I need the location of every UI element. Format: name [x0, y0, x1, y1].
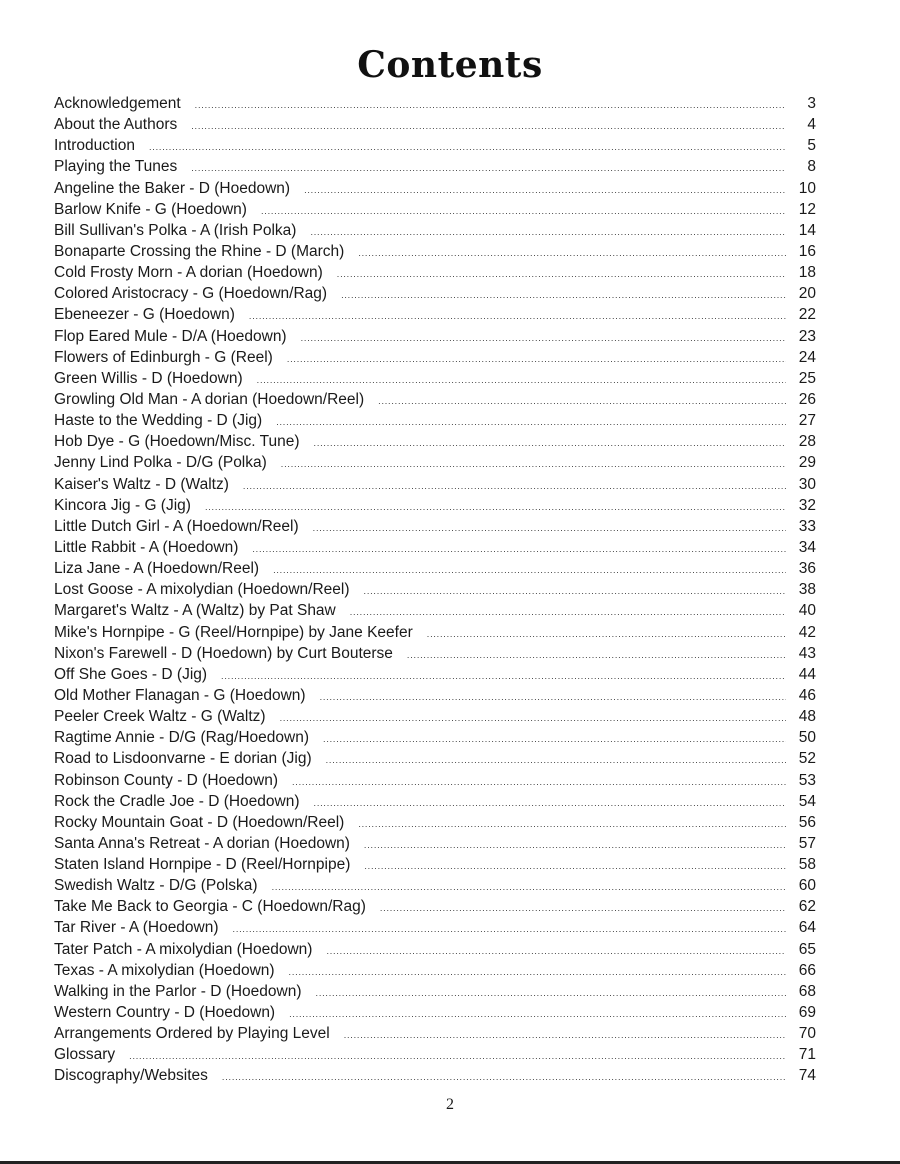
toc-entry-title: Western Country - D (Hoedown) [54, 1004, 276, 1022]
toc-entry[interactable] [54, 516, 816, 537]
toc-entry-title: Tar River - A (Hoedown) [54, 919, 219, 937]
toc-entry-title: Growling Old Man - A dorian (Hoedown/Reel) [54, 390, 365, 408]
toc-entry[interactable] [54, 939, 816, 960]
toc-entry-title: Rocky Mountain Goat - D (Hoedown/Reel) [54, 813, 345, 831]
page-title: Contents [357, 44, 543, 86]
toc-entry-page: 57 [798, 834, 816, 852]
dot-leader [320, 687, 786, 708]
toc-entry-title: Kincora Jig - G (Jig) [54, 496, 191, 514]
dot-leader [337, 264, 786, 285]
toc-entry-title: Angeline the Baker - D (Hoedown) [54, 179, 291, 197]
toc-entry[interactable] [54, 178, 816, 199]
toc-entry-title: About the Authors [54, 116, 178, 134]
dot-leader [272, 877, 786, 898]
dot-leader [378, 391, 786, 412]
toc-entry-page: 74 [798, 1067, 816, 1085]
toc-entry-title: Jenny Lind Polka - D/G (Polka) [54, 454, 267, 472]
toc-entry-title: Playing the Tunes [54, 158, 178, 176]
dot-leader [326, 941, 786, 962]
toc-entry-page: 71 [798, 1046, 816, 1064]
toc-entry[interactable] [54, 833, 816, 854]
toc-entry[interactable] [54, 495, 816, 516]
toc-entry-page: 44 [798, 665, 816, 683]
toc-entry[interactable] [54, 262, 816, 283]
toc-entry[interactable] [54, 981, 816, 1002]
dot-leader [314, 793, 786, 814]
toc-entry[interactable] [54, 643, 816, 664]
toc-entry-page: 36 [798, 560, 816, 578]
toc-entry-page: 14 [798, 221, 816, 239]
toc-entry-page: 5 [807, 137, 816, 155]
dot-leader [289, 1004, 786, 1025]
toc-entry[interactable] [54, 220, 816, 241]
toc-entry-title: Ebeneezer - G (Hoedown) [54, 306, 235, 324]
toc-entry-page: 27 [798, 412, 816, 430]
toc-entry-title: Bonaparte Crossing the Rhine - D (March) [54, 242, 345, 260]
toc-entry-page: 20 [798, 285, 816, 303]
toc-entry-page: 3 [807, 95, 816, 112]
toc-entry-title: Rock the Cradle Joe - D (Hoedown) [54, 792, 300, 810]
toc-entry-page: 62 [798, 898, 816, 916]
toc-entry-page: 30 [798, 475, 816, 493]
toc-entry[interactable] [54, 347, 816, 368]
toc-entry-page: 16 [798, 242, 816, 260]
toc-entry-title: Walking in the Parlor - D (Hoedown) [54, 982, 302, 1000]
dot-leader [358, 243, 786, 264]
dot-leader [191, 158, 786, 179]
dot-leader [276, 412, 786, 433]
dot-leader [316, 983, 786, 1004]
toc-entry-title: Tater Patch - A mixolydian (Hoedown) [54, 940, 313, 958]
toc-entry[interactable] [54, 156, 816, 177]
toc-entry[interactable] [54, 431, 816, 452]
toc-entry-page: 33 [798, 517, 816, 535]
toc-entry[interactable] [54, 812, 816, 833]
toc-entry-page: 4 [807, 116, 816, 134]
toc-entry-page: 69 [798, 1004, 816, 1022]
toc-entry-page: 56 [798, 813, 816, 831]
dot-leader [222, 1067, 786, 1088]
toc-entry[interactable] [54, 241, 816, 262]
toc-entry-title: Hob Dye - G (Hoedown/Misc. Tune) [54, 433, 300, 451]
toc-entry-page: 60 [798, 877, 816, 895]
dot-leader [243, 476, 786, 497]
dot-leader [380, 898, 786, 919]
toc-entry-title: Kaiser's Waltz - D (Waltz) [54, 475, 229, 493]
dot-leader [249, 306, 786, 327]
toc-entry-title: Mike's Hornpipe - G (Reel/Hornpipe) by Jane Keefer [54, 623, 413, 641]
toc-entry-title: Arrangements Ordered by Playing Level [54, 1025, 330, 1043]
dot-leader [326, 750, 786, 771]
toc-entry-title: Off She Goes - D (Jig) [54, 665, 208, 683]
dot-leader [407, 645, 786, 666]
toc-entry-title: Bill Sullivan's Polka - A (Irish Polka) [54, 221, 297, 239]
toc-entry-page: 43 [798, 644, 816, 662]
toc-entry-page: 32 [798, 496, 816, 514]
table-of-contents [54, 93, 816, 1087]
toc-entry[interactable] [54, 622, 816, 643]
toc-entry-page: 68 [798, 982, 816, 1000]
dot-leader [129, 1046, 786, 1067]
toc-entry[interactable] [54, 389, 816, 410]
toc-entry-page: 70 [798, 1025, 816, 1043]
toc-entry[interactable] [54, 727, 816, 748]
toc-entry-page: 38 [798, 581, 816, 599]
dot-leader [341, 285, 786, 306]
dot-leader [301, 328, 786, 349]
toc-entry-page: 22 [798, 306, 816, 324]
toc-entry-page: 50 [798, 729, 816, 747]
toc-entry-page: 26 [798, 390, 816, 408]
toc-entry-page: 24 [798, 348, 816, 366]
toc-entry-title: Flowers of Edinburgh - G (Reel) [54, 348, 273, 366]
toc-entry[interactable] [54, 791, 816, 812]
toc-entry[interactable] [54, 452, 816, 473]
toc-entry-page: 52 [798, 750, 816, 768]
toc-entry[interactable] [54, 896, 816, 917]
toc-entry-page: 25 [798, 369, 816, 387]
toc-entry[interactable] [54, 135, 816, 156]
dot-leader [233, 919, 786, 940]
toc-entry[interactable] [54, 114, 816, 135]
toc-entry-title: Haste to the Wedding - D (Jig) [54, 412, 263, 430]
dot-leader [252, 539, 786, 560]
toc-entry-page: 46 [798, 686, 816, 704]
toc-entry-page: 8 [807, 158, 816, 176]
dot-leader [289, 962, 786, 983]
toc-entry[interactable] [54, 706, 816, 727]
toc-entry[interactable] [54, 1065, 816, 1086]
toc-entry-title: Nixon's Farewell - D (Hoedown) by Curt Bouterse [54, 644, 393, 662]
toc-entry[interactable] [54, 664, 816, 685]
toc-entry-page: 23 [798, 327, 816, 345]
toc-entry[interactable] [54, 326, 816, 347]
toc-entry[interactable] [54, 1023, 816, 1044]
dot-leader [304, 180, 786, 201]
toc-entry-title: Green Willis - D (Hoedown) [54, 369, 243, 387]
toc-entry-page: 18 [798, 264, 816, 282]
toc-entry-title: Glossary [54, 1046, 116, 1064]
toc-entry[interactable] [54, 854, 816, 875]
toc-entry-page: 64 [798, 919, 816, 937]
toc-entry-title: Barlow Knife - G (Hoedown) [54, 200, 247, 218]
toc-entry-title: Texas - A mixolydian (Hoedown) [54, 961, 275, 979]
toc-entry-page: 54 [798, 792, 816, 810]
toc-entry[interactable] [54, 199, 816, 220]
toc-entry[interactable] [54, 283, 816, 304]
toc-entry-title: Little Dutch Girl - A (Hoedown/Reel) [54, 517, 299, 535]
toc-entry-title: Acknowledgement [54, 95, 181, 112]
toc-entry-page: 42 [798, 623, 816, 641]
toc-entry-page: 10 [798, 179, 816, 197]
toc-entry-page: 28 [798, 433, 816, 451]
toc-entry-title: Road to Lisdoonvarne - E dorian (Jig) [54, 750, 312, 768]
dot-leader [427, 624, 786, 645]
toc-entry-title: Liza Jane - A (Hoedown/Reel) [54, 560, 260, 578]
toc-entry-page: 58 [798, 856, 816, 874]
toc-entry[interactable] [54, 1044, 816, 1065]
toc-entry[interactable] [54, 474, 816, 495]
dot-leader [310, 222, 786, 243]
toc-entry[interactable] [54, 368, 816, 389]
toc-entry-page: 65 [798, 940, 816, 958]
toc-entry-title: Colored Aristocracy - G (Hoedown/Rag) [54, 285, 328, 303]
toc-entry[interactable] [54, 770, 816, 791]
toc-entry-title: Little Rabbit - A (Hoedown) [54, 538, 239, 556]
toc-entry-title: Margaret's Waltz - A (Waltz) by Pat Shaw [54, 602, 336, 620]
dot-leader [364, 856, 786, 877]
toc-entry-title: Introduction [54, 137, 135, 155]
toc-entry-title: Lost Goose - A mixolydian (Hoedown/Reel) [54, 581, 350, 599]
page-number: 2 [446, 1096, 454, 1113]
toc-entry[interactable] [54, 93, 816, 114]
dot-leader [261, 201, 786, 222]
dot-leader [314, 433, 786, 454]
dot-leader [323, 729, 786, 750]
toc-entry[interactable] [54, 960, 816, 981]
toc-entry[interactable] [54, 304, 816, 325]
dot-leader [280, 708, 786, 729]
dot-leader [195, 95, 786, 116]
toc-entry-page: 29 [798, 454, 816, 472]
toc-entry-title: Flop Eared Mule - D/A (Hoedown) [54, 327, 287, 345]
dot-leader [273, 560, 786, 581]
toc-entry[interactable] [54, 600, 816, 621]
dot-leader [287, 349, 786, 370]
dot-leader [364, 835, 786, 856]
toc-entry[interactable] [54, 558, 816, 579]
toc-entry-title: Swedish Waltz - D/G (Polska) [54, 877, 258, 895]
toc-entry-title: Peeler Creek Waltz - G (Waltz) [54, 708, 266, 726]
dot-leader [292, 772, 786, 793]
toc-entry-page: 12 [798, 200, 816, 218]
toc-entry-title: Discography/Websites [54, 1067, 208, 1085]
toc-entry[interactable] [54, 410, 816, 431]
toc-entry[interactable] [54, 579, 816, 600]
dot-leader [344, 1025, 786, 1046]
toc-entry-page: 53 [798, 771, 816, 789]
dot-leader [191, 116, 786, 137]
toc-entry-title: Santa Anna's Retreat - A dorian (Hoedown) [54, 834, 350, 852]
toc-entry-title: Take Me Back to Georgia - C (Hoedown/Rag) [54, 898, 366, 916]
dot-leader [221, 666, 786, 687]
dot-leader [281, 454, 786, 475]
toc-entry[interactable] [54, 748, 816, 769]
toc-entry-page: 66 [798, 961, 816, 979]
toc-entry[interactable] [54, 1002, 816, 1023]
toc-entry-title: Staten Island Hornpipe - D (Reel/Hornpipe) [54, 856, 351, 874]
dot-leader [313, 518, 786, 539]
toc-entry[interactable] [54, 685, 816, 706]
toc-entry-title: Cold Frosty Morn - A dorian (Hoedown) [54, 264, 323, 282]
toc-entry[interactable] [54, 875, 816, 896]
toc-entry[interactable] [54, 537, 816, 558]
dot-leader [205, 497, 786, 518]
dot-leader [350, 602, 786, 623]
toc-entry-page: 40 [798, 602, 816, 620]
dot-leader [149, 137, 786, 158]
toc-entry-page: 34 [798, 538, 816, 556]
dot-leader [358, 814, 786, 835]
toc-entry-page: 48 [798, 708, 816, 726]
dot-leader [364, 581, 786, 602]
toc-entry-title: Robinson County - D (Hoedown) [54, 771, 278, 789]
toc-entry-title: Ragtime Annie - D/G (Rag/Hoedown) [54, 729, 310, 747]
toc-entry[interactable] [54, 917, 816, 938]
dot-leader [257, 370, 786, 391]
toc-entry-title: Old Mother Flanagan - G (Hoedown) [54, 686, 306, 704]
